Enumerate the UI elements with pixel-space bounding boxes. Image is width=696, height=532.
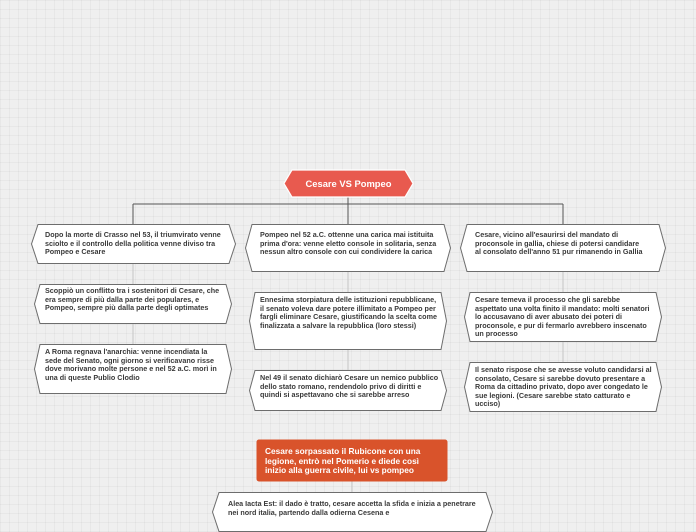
branch-node-2-text: Pompeo nel 52 a.C. ottenne una carica mai istituita prima d'ora: venne eletto console in solitaria, senza nessun altro console con cui condividere la carica: [260, 231, 437, 257]
branch-2-child-2-text: Nel 49 il senato dichiarò Cesare un nemico pubblico dello stato romano, rendendolo privo di diritti e quindi si aspettavano che si sarebbe arreso: [260, 374, 439, 400]
branch-3-child-2-text: Il senato rispose che se avesse voluto candidarsi al consolato, Cesare si sarebbe dovuto presentare a Roma da cittadino privato, dopo aver congedato le sue legioni. (Cesare sarebbe stato catturato e ucciso): [475, 366, 652, 409]
second-topic-child-text: Alea Iacta Est: il dado è tratto, cesare accetta la sfida e inizia a penetrare nei nord italia, partendo dalla odierna Cesena e: [228, 500, 476, 517]
branch-2-child-1-text: Ennesima storpiatura delle istituzioni repubblicane, il senato voleva dare potere illimitato a Pompeo per fargli eliminare Cesare, giustificando la scelta come finalizzata a salvare la repubblica (loro stessi): [260, 296, 437, 330]
branch-node-3[interactable]: [460, 224, 666, 272]
second-topic-label: Cesare sorpassato il Rubicone con una legione, entrò nel Pomerio e diede così inizio alla guerra civile, lui vs pompeo: [265, 446, 421, 476]
central-topic-node[interactable]: [284, 170, 413, 197]
branch-1-child-1-text: Scoppiò un conflitto tra i sostenitori di Cesare, che era sempre di più dalla parte dei populares, e Pompeo, sempre più dalla parte degli optimates: [45, 287, 220, 313]
branch-1-child-2[interactable]: [34, 344, 232, 394]
branch-node-2[interactable]: [245, 224, 451, 272]
branch-2-child-2[interactable]: [249, 370, 447, 411]
central-topic-label: Cesare VS Pompeo: [305, 178, 392, 189]
branch-1-child-1[interactable]: [34, 284, 232, 324]
branch-node-3-text: Cesare, vicino all'esaurirsi del mandato di proconsole in gallia, chiese di potersi candidare al consolato dell'anno 51 pur rimanendo in Gallia: [475, 231, 643, 257]
branch-node-1-text: Dopo la morte di Crasso nel 53, il triumvirato venne sciolto e il controllo della politica venne diviso tra Pompeo e Cesare: [45, 231, 221, 257]
branch-3-child-1-text: Cesare temeva il processo che gli sarebbe aspettato una volta finito il mandato: molti senatori lo accusavano di aver abusato dei poteri di proconsole, e pur di fermarlo avrebbero inscenato un processo: [475, 296, 650, 339]
branch-3-child-1[interactable]: [464, 292, 662, 342]
branch-2-child-1[interactable]: [249, 292, 447, 350]
second-topic-child[interactable]: [212, 492, 493, 532]
second-topic-node[interactable]: [257, 440, 447, 481]
branch-3-child-2[interactable]: [464, 362, 662, 412]
branch-node-1[interactable]: [31, 224, 236, 264]
branch-1-child-2-text: A Roma regnava l'anarchia: venne incendiata la sede del Senato, ogni giorno si verificavano risse dove morivano molte persone e nel 52 a.C. morì in una di queste Publio Clodio: [45, 348, 217, 382]
